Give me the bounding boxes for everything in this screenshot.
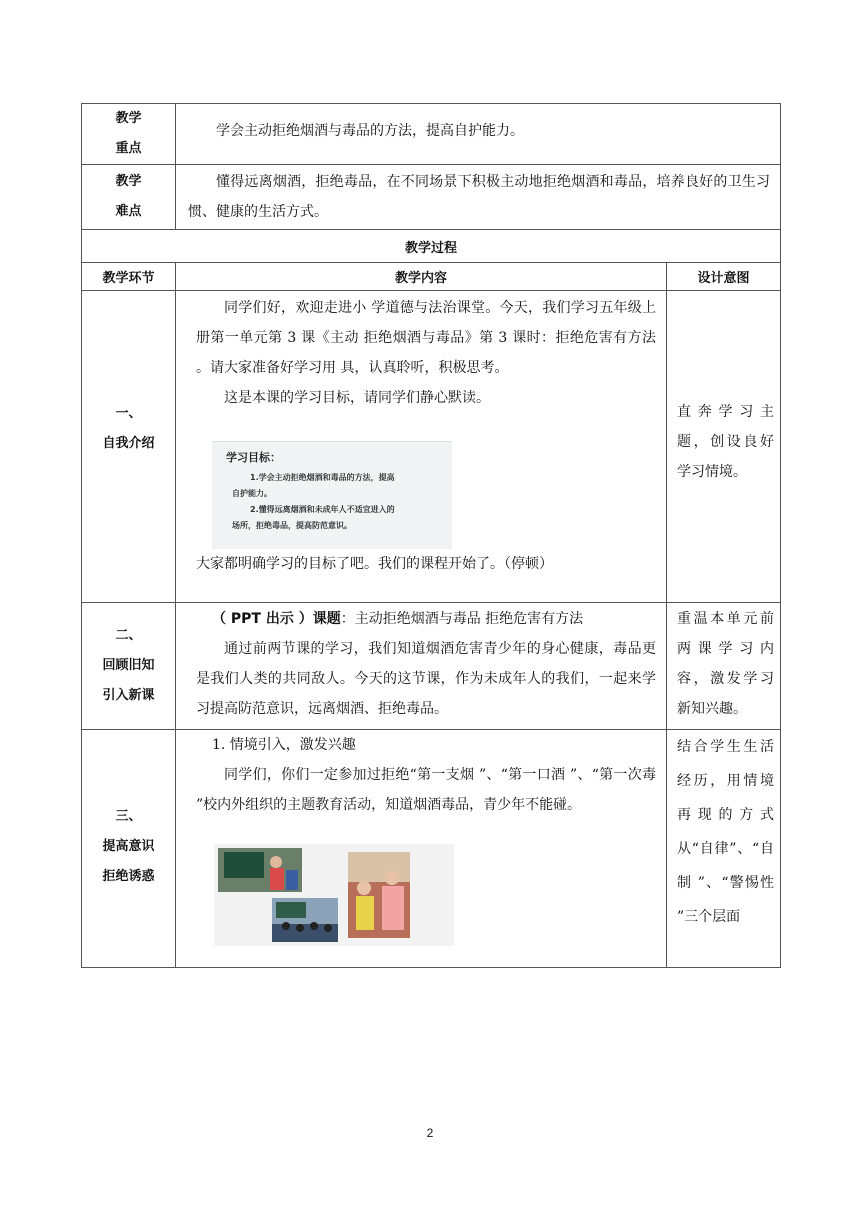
photo-child-head xyxy=(357,881,371,895)
activity-photos xyxy=(214,844,454,946)
slide-line-3: 2.懂得远离烟酒和未成年人不适宜进入的 xyxy=(250,505,395,514)
photo-blackboard xyxy=(224,852,264,878)
section-2-paragraph: 通过前两节课的学习，我们知道烟酒危害青少年的身心健康，毒品更是我们人类的共同敌人。今天的这节课，作为未成年人的我们，一起来学习提高防范意识，远离烟酒、拒绝毒品。 xyxy=(196,641,656,717)
topic-label: 课题 xyxy=(312,611,341,627)
section-3-intent: 结合学生生活经历，用情境再现的方式从“自律”、“自制 ”、“警惕性 ”三个层面 xyxy=(667,730,781,968)
key-points-label: 教学 重点 xyxy=(115,111,142,156)
difficult-points-text: 懂得远离烟酒，拒绝毒品，在不同场景下积极主动地拒绝烟酒和毒品，培养良好的卫生习惯、健康的生活方式。 xyxy=(188,174,770,220)
photo-board-2 xyxy=(276,902,306,918)
key-points-row xyxy=(82,104,781,165)
slide-line-2: 自护能力。 xyxy=(232,489,272,498)
photo-student-head-2 xyxy=(296,924,304,932)
section-3-paragraph: 同学们，你们一定参加过拒绝“第一支烟 ”、“第一口酒 ”、“第一次毒 ”校内外组织的主题教育活动，知道烟酒毒品，青少年不能碰。 xyxy=(196,767,656,813)
page-number: 2 xyxy=(426,1126,434,1140)
section-1-paragraph-3: 大家都明确学习的目标了吧。我们的课程开始了。（停顿） xyxy=(196,556,553,572)
photo-student-head-3 xyxy=(310,922,318,930)
section-1-row xyxy=(82,291,781,603)
photo-child-body xyxy=(356,896,374,930)
photo-adult-head xyxy=(385,871,399,885)
learning-goals-slide xyxy=(212,441,452,549)
section-1-paragraph-1: 同学们好，欢迎走进小 学道德与法治课堂。今天，我们学习五年级上册第一单元第 3 课《主动 拒绝烟酒与毒品》第 3 课时：拒绝危害有方法 。请大家准备好学习用 具，认真聆听，积极思考。 xyxy=(196,300,656,376)
photo-background xyxy=(348,852,410,882)
section-2-intent: 重温本单元前两课学习内容，激发学习新知兴趣。 xyxy=(667,603,781,730)
slide-line-1: 1.学会主动拒绝烟酒和毒品的方法，提高 xyxy=(250,473,395,482)
section-3-item-1: 1. 情境引入，激发兴趣 xyxy=(212,737,356,753)
photo-student-head-1 xyxy=(282,922,290,930)
slide-title: 学习目标： xyxy=(226,451,281,464)
section-2-content xyxy=(176,603,667,730)
ppt-label: （ PPT 出示 ） xyxy=(212,611,313,627)
process-title-row xyxy=(82,230,781,263)
difficult-points-row xyxy=(82,165,781,230)
photo-person-1 xyxy=(270,856,282,868)
section-1-paragraph-2: 这是本课的学习目标，请同学们静心默读。 xyxy=(224,390,490,406)
section-2-row xyxy=(82,603,781,730)
section-3-stage: 三、 提高意识 拒绝诱惑 xyxy=(82,730,176,968)
difficult-points-label: 教学 难点 xyxy=(115,174,142,219)
section-2-stage: 二、 回顾旧知 引入新课 xyxy=(82,603,176,730)
section-3-row xyxy=(82,730,781,968)
section-2-heading xyxy=(196,604,656,634)
section-3-content xyxy=(176,730,667,968)
slide-line-4: 场所，拒绝毒品，提高防范意识。 xyxy=(232,521,352,530)
header-intent: 设计意图 xyxy=(667,263,781,291)
photo-student-head-4 xyxy=(324,924,332,932)
section-1-stage: 一、 自我介绍 xyxy=(82,291,176,603)
section-1-content xyxy=(176,291,667,603)
section-1-intent: 直奔学习主题，创设良好学习情境。 xyxy=(667,291,781,603)
header-stage: 教学环节 xyxy=(82,263,176,291)
photo-person-2-body xyxy=(286,870,298,890)
column-header-row xyxy=(82,263,781,291)
photo-adult-body xyxy=(382,886,404,930)
process-title: 教学过程 xyxy=(82,230,781,263)
topic-text: ：主动拒绝烟酒与毒品 拒绝危害有方法 xyxy=(340,611,584,627)
activity-photos-collage xyxy=(214,844,454,946)
key-points-text: 学会主动拒绝烟酒与毒品的方法，提高自护能力。 xyxy=(216,123,524,139)
photo-person-1-body xyxy=(270,868,284,890)
lesson-plan-table xyxy=(81,103,781,968)
header-content: 教学内容 xyxy=(176,263,667,291)
